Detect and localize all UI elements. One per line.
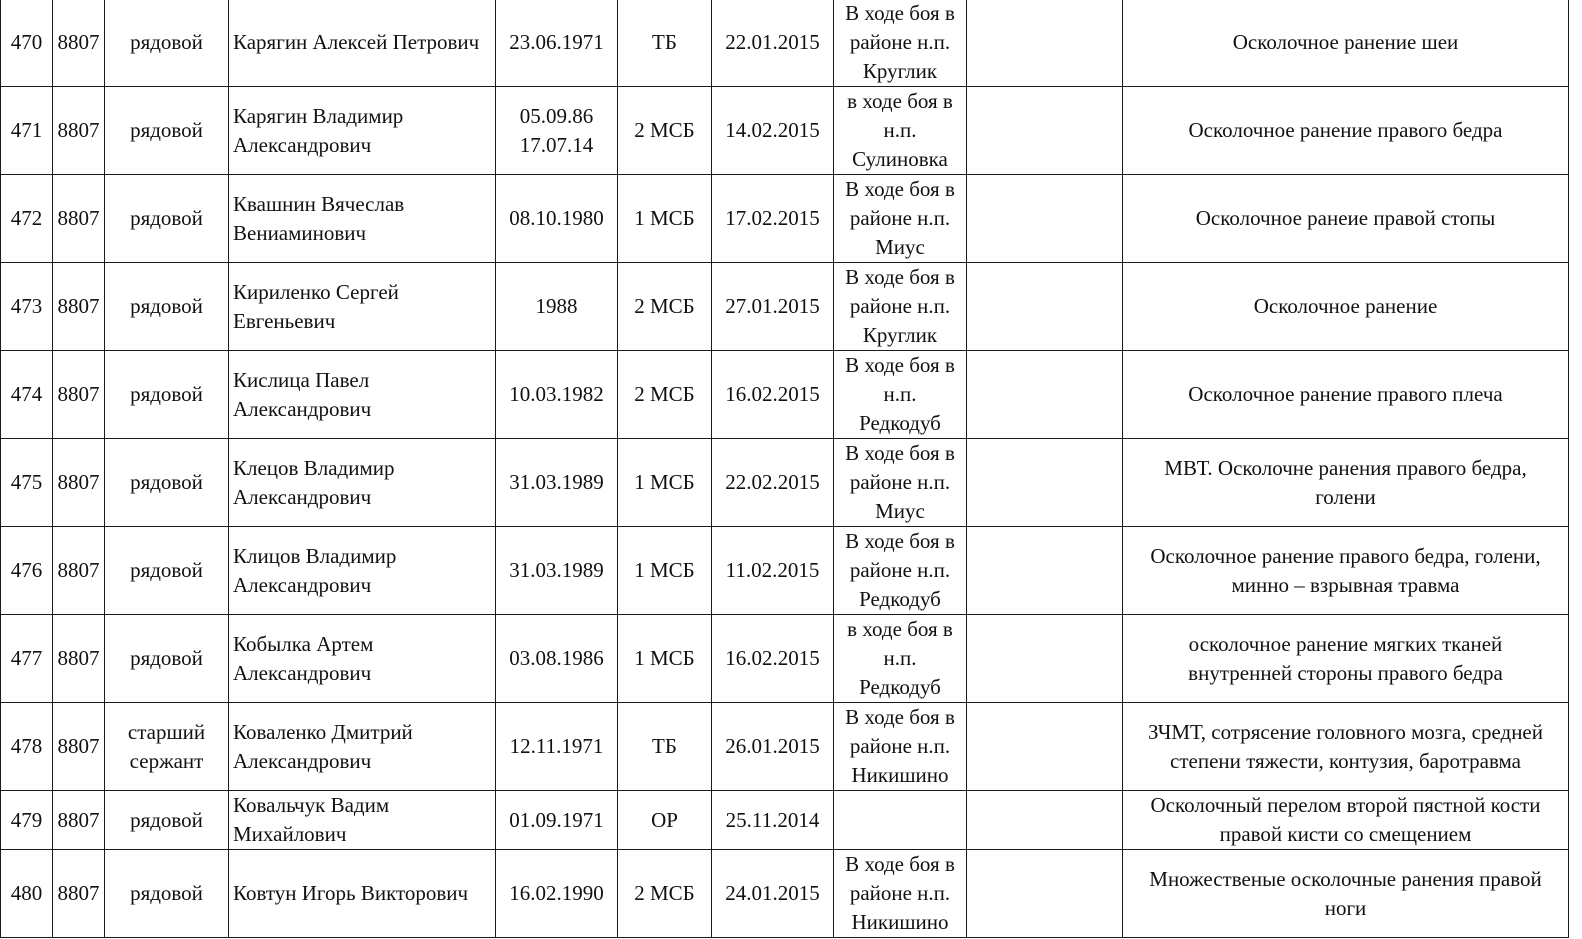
cell-birth-date xyxy=(496,351,618,439)
cell-injury-line: ноги xyxy=(1324,895,1367,920)
table-row xyxy=(1,615,1569,703)
cell-injury-line: голени xyxy=(1315,484,1376,509)
cell-extra xyxy=(967,703,1123,791)
cell-birth-date-line: 16.02.1990 xyxy=(509,881,604,905)
cell-unit: 8807 xyxy=(53,351,105,439)
cell-unit: 8807 xyxy=(53,175,105,263)
cell-injury-line: правой кисти со смещением xyxy=(1219,822,1472,846)
cell-circumstances xyxy=(834,850,967,938)
cell-circumstances-line: Никишино xyxy=(851,910,949,934)
cell-full-name-line: Кислица Павел xyxy=(233,367,370,392)
cell-birth-date xyxy=(496,175,618,263)
cell-full-name-line: Кириленко Сергей xyxy=(233,279,399,304)
cell-injury-line: Осколочное ранение правого бедра, голени, xyxy=(1150,543,1541,568)
cell-circumstances-line: н.п. xyxy=(883,118,917,142)
cell-extra xyxy=(967,87,1123,175)
cell-rank-line: рядовой xyxy=(130,382,203,406)
cell-birth-date-line: 10.03.1982 xyxy=(509,382,604,406)
cell-circumstances-line: В ходе боя в xyxy=(845,529,955,553)
cell-circumstances xyxy=(834,703,967,791)
cell-injury xyxy=(1123,791,1569,850)
cell-extra xyxy=(967,850,1123,938)
cell-full-name-line: Клицов Владимир xyxy=(233,543,397,568)
cell-unit: 8807 xyxy=(53,791,105,850)
cell-injury-date: 25.11.2014 xyxy=(712,791,834,850)
cell-injury-date: 26.01.2015 xyxy=(712,703,834,791)
cell-injury-date: 11.02.2015 xyxy=(712,527,834,615)
cell-circumstances-line: районе н.п. xyxy=(849,294,951,318)
cell-circumstances-line: Миус xyxy=(875,499,925,523)
cell-subunit: ОР xyxy=(618,791,712,850)
cell-injury-line: ЗЧМТ, сотрясение головного мозга, средней xyxy=(1147,719,1543,744)
table-row xyxy=(1,263,1569,351)
cell-circumstances-line: В ходе боя в xyxy=(845,265,955,289)
table-row xyxy=(1,87,1569,175)
cell-rank xyxy=(105,87,229,175)
cell-number: 477 xyxy=(1,615,53,703)
cell-subunit: ТБ xyxy=(618,703,712,791)
cell-subunit: 2 МСБ xyxy=(618,351,712,439)
cell-subunit: 2 МСБ xyxy=(618,263,712,351)
cell-injury xyxy=(1123,0,1569,87)
cell-full-name xyxy=(229,527,496,615)
cell-injury xyxy=(1123,263,1569,351)
cell-full-name-line: Евгеньевич xyxy=(233,308,336,333)
cell-injury-line: Осколочное ранение xyxy=(1253,294,1438,318)
cell-birth-date xyxy=(496,615,618,703)
cell-circumstances-line: В ходе боя в xyxy=(845,177,955,201)
cell-number: 472 xyxy=(1,175,53,263)
cell-injury-line: Осколочное ранение шеи xyxy=(1232,30,1459,54)
cell-injury xyxy=(1123,850,1569,938)
cell-full-name-line: Александрович xyxy=(233,396,372,421)
cell-full-name-line: Ковальчук Вадим xyxy=(233,793,390,817)
cell-injury-line: степени тяжести, контузия, баротравма xyxy=(1170,748,1521,773)
cell-full-name xyxy=(229,791,496,850)
cell-full-name xyxy=(229,87,496,175)
cell-circumstances-line: Сулиновка xyxy=(852,147,948,171)
cell-number: 476 xyxy=(1,527,53,615)
cell-circumstances-line: Редкодуб xyxy=(859,675,941,699)
cell-full-name-line: Александрович xyxy=(233,572,372,597)
cell-full-name xyxy=(229,703,496,791)
cell-rank-line: рядовой xyxy=(130,881,203,905)
cell-full-name-line: Карягин Владимир xyxy=(233,103,404,128)
cell-injury xyxy=(1123,703,1569,791)
cell-subunit: 1 МСБ xyxy=(618,175,712,263)
cell-extra xyxy=(967,0,1123,87)
cell-injury xyxy=(1123,175,1569,263)
cell-injury xyxy=(1123,439,1569,527)
cell-unit: 8807 xyxy=(53,87,105,175)
cell-full-name xyxy=(229,351,496,439)
cell-injury-line: Осколочное ранение правого плеча xyxy=(1188,382,1503,406)
cell-subunit: 1 МСБ xyxy=(618,527,712,615)
cell-birth-date xyxy=(496,850,618,938)
cell-circumstances xyxy=(834,791,967,850)
cell-subunit: 1 МСБ xyxy=(618,439,712,527)
cell-circumstances-line: Круглик xyxy=(862,323,938,347)
cell-circumstances-line: в ходе боя в xyxy=(847,89,953,113)
cell-full-name-line: Александрович xyxy=(233,748,372,773)
cell-birth-date-line: 1988 xyxy=(535,294,578,318)
cell-rank xyxy=(105,263,229,351)
cell-birth-date xyxy=(496,263,618,351)
cell-injury-line: минно – взрывная травма xyxy=(1231,572,1460,597)
cell-circumstances-line: районе н.п. xyxy=(849,470,951,494)
cell-full-name-line: Ковтун Игорь Викторович xyxy=(233,881,469,905)
cell-circumstances-line: н.п. xyxy=(883,646,917,670)
table-row xyxy=(1,175,1569,263)
cell-rank-line: сержант xyxy=(129,748,204,773)
cell-full-name-line: Александрович xyxy=(233,660,372,685)
cell-full-name xyxy=(229,263,496,351)
cell-unit: 8807 xyxy=(53,439,105,527)
cell-circumstances-line: районе н.п. xyxy=(849,30,951,54)
cell-circumstances-line: районе н.п. xyxy=(849,881,951,905)
cell-circumstances-line: районе н.п. xyxy=(849,206,951,230)
cell-subunit: ТБ xyxy=(618,0,712,87)
cell-extra xyxy=(967,439,1123,527)
cell-injury-line: Осколочный перелом второй пястной кости xyxy=(1150,793,1541,817)
cell-subunit: 2 МСБ xyxy=(618,850,712,938)
cell-subunit: 1 МСБ xyxy=(618,615,712,703)
cell-full-name xyxy=(229,0,496,87)
cell-birth-date xyxy=(496,439,618,527)
table-row xyxy=(1,439,1569,527)
cell-rank xyxy=(105,703,229,791)
cell-injury-date: 22.02.2015 xyxy=(712,439,834,527)
cell-full-name-line: Александрович xyxy=(233,132,372,157)
cell-full-name xyxy=(229,615,496,703)
cell-rank-line: рядовой xyxy=(130,646,203,670)
cell-full-name xyxy=(229,175,496,263)
cell-injury-line: Осколочное ранение правого бедра xyxy=(1188,118,1503,142)
cell-injury xyxy=(1123,527,1569,615)
cell-circumstances-line: н.п. xyxy=(883,382,917,406)
cell-circumstances xyxy=(834,0,967,87)
cell-rank xyxy=(105,0,229,87)
cell-circumstances-line: Редкодуб xyxy=(859,587,941,611)
cell-number: 479 xyxy=(1,791,53,850)
cell-circumstances-line: Миус xyxy=(875,235,925,259)
cell-extra xyxy=(967,351,1123,439)
cell-full-name-line: Вениаминович xyxy=(233,220,367,245)
cell-number: 471 xyxy=(1,87,53,175)
cell-rank-line: старший xyxy=(127,719,206,744)
cell-circumstances xyxy=(834,87,967,175)
cell-circumstances-line: В ходе боя в xyxy=(845,353,955,377)
cell-injury xyxy=(1123,351,1569,439)
cell-circumstances-line: В ходе боя в xyxy=(845,705,955,729)
table-row xyxy=(1,0,1569,87)
cell-injury-date: 16.02.2015 xyxy=(712,615,834,703)
cell-unit: 8807 xyxy=(53,703,105,791)
cell-circumstances-line: районе н.п. xyxy=(849,558,951,582)
cell-full-name-line: Карягин Алексей Петрович xyxy=(233,30,480,54)
cell-rank-line: рядовой xyxy=(130,30,203,54)
cell-injury-date: 24.01.2015 xyxy=(712,850,834,938)
cell-full-name-line: Александрович xyxy=(233,484,372,509)
table-row xyxy=(1,791,1569,850)
cell-rank-line: рядовой xyxy=(130,558,203,582)
cell-full-name-line: Клецов Владимир xyxy=(233,455,395,480)
cell-birth-date-line: 03.08.1986 xyxy=(509,646,604,670)
cell-full-name-line: Коваленко Дмитрий xyxy=(233,719,413,744)
cell-extra xyxy=(967,615,1123,703)
cell-birth-date-line: 08.10.1980 xyxy=(509,206,604,230)
cell-full-name xyxy=(229,439,496,527)
cell-rank xyxy=(105,615,229,703)
cell-extra xyxy=(967,791,1123,850)
cell-circumstances-line: В ходе боя в xyxy=(845,852,955,876)
cell-unit: 8807 xyxy=(53,0,105,87)
cell-rank xyxy=(105,850,229,938)
cell-number: 480 xyxy=(1,850,53,938)
cell-birth-date-line: 05.09.86 xyxy=(519,103,594,128)
cell-unit: 8807 xyxy=(53,615,105,703)
cell-number: 470 xyxy=(1,0,53,87)
cell-full-name xyxy=(229,850,496,938)
cell-injury-line: Осколочное ранеие правой стопы xyxy=(1195,206,1496,230)
cell-circumstances-line: Никишино xyxy=(851,763,949,787)
cell-rank-line: рядовой xyxy=(130,294,203,318)
cell-rank xyxy=(105,791,229,850)
cell-injury xyxy=(1123,615,1569,703)
cell-rank-line: рядовой xyxy=(130,807,203,832)
cell-full-name-line: Квашнин Вячеслав xyxy=(233,191,405,216)
cell-circumstances-line: В ходе боя в xyxy=(845,1,955,25)
cell-injury-line: Множественые осколочные ранения правой xyxy=(1149,866,1542,891)
cell-unit: 8807 xyxy=(53,850,105,938)
cell-number: 475 xyxy=(1,439,53,527)
cell-birth-date xyxy=(496,0,618,87)
cell-circumstances-line: районе н.п. xyxy=(849,734,951,758)
cell-circumstances-line: Редкодуб xyxy=(859,411,941,435)
cell-birth-date xyxy=(496,791,618,850)
cell-full-name-line: Кобылка Артем xyxy=(233,631,374,656)
table-row xyxy=(1,850,1569,938)
cell-injury xyxy=(1123,87,1569,175)
cell-birth-date xyxy=(496,703,618,791)
cell-rank xyxy=(105,527,229,615)
cell-circumstances xyxy=(834,263,967,351)
cell-injury-date: 14.02.2015 xyxy=(712,87,834,175)
cell-full-name-line: Михайлович xyxy=(233,822,347,846)
cell-rank-line: рядовой xyxy=(130,118,203,142)
cell-birth-date-line: 12.11.1971 xyxy=(509,734,604,758)
cell-birth-date xyxy=(496,527,618,615)
cell-birth-date-line: 31.03.1989 xyxy=(509,558,604,582)
cell-unit: 8807 xyxy=(53,527,105,615)
cell-injury-date: 22.01.2015 xyxy=(712,0,834,87)
cell-circumstances xyxy=(834,351,967,439)
cell-birth-date-line: 01.09.1971 xyxy=(509,807,604,832)
cell-injury-line: МВТ. Осколочне ранения правого бедра, xyxy=(1164,455,1527,480)
cell-extra xyxy=(967,263,1123,351)
table-row xyxy=(1,703,1569,791)
cell-injury-date: 16.02.2015 xyxy=(712,351,834,439)
cell-circumstances xyxy=(834,175,967,263)
cell-unit: 8807 xyxy=(53,263,105,351)
cell-subunit: 2 МСБ xyxy=(618,87,712,175)
cell-rank-line: рядовой xyxy=(130,206,203,230)
cell-birth-date xyxy=(496,87,618,175)
cell-rank xyxy=(105,351,229,439)
cell-circumstances xyxy=(834,615,967,703)
cell-circumstances-line: В ходе боя в xyxy=(845,441,955,465)
table-row xyxy=(1,527,1569,615)
cell-injury-line: осколочное ранение мягких тканей xyxy=(1188,631,1503,656)
cell-number: 473 xyxy=(1,263,53,351)
cell-number: 474 xyxy=(1,351,53,439)
cell-circumstances-line: Круглик xyxy=(862,59,938,83)
cell-birth-date-line: 23.06.1971 xyxy=(509,30,604,54)
cell-extra xyxy=(967,175,1123,263)
cell-birth-date-line: 31.03.1989 xyxy=(509,470,604,494)
cell-injury-date: 27.01.2015 xyxy=(712,263,834,351)
cell-circumstances xyxy=(834,527,967,615)
cell-injury-date: 17.02.2015 xyxy=(712,175,834,263)
cell-rank-line: рядовой xyxy=(130,470,203,494)
cell-circumstances xyxy=(834,439,967,527)
cell-birth-date-line: 17.07.14 xyxy=(519,132,594,157)
table-row xyxy=(1,351,1569,439)
cell-rank xyxy=(105,439,229,527)
cell-number: 478 xyxy=(1,703,53,791)
cell-injury-line: внутренней стороны правого бедра xyxy=(1188,660,1503,685)
cell-extra xyxy=(967,527,1123,615)
cell-circumstances-line: в ходе боя в xyxy=(847,617,953,641)
cell-rank xyxy=(105,175,229,263)
